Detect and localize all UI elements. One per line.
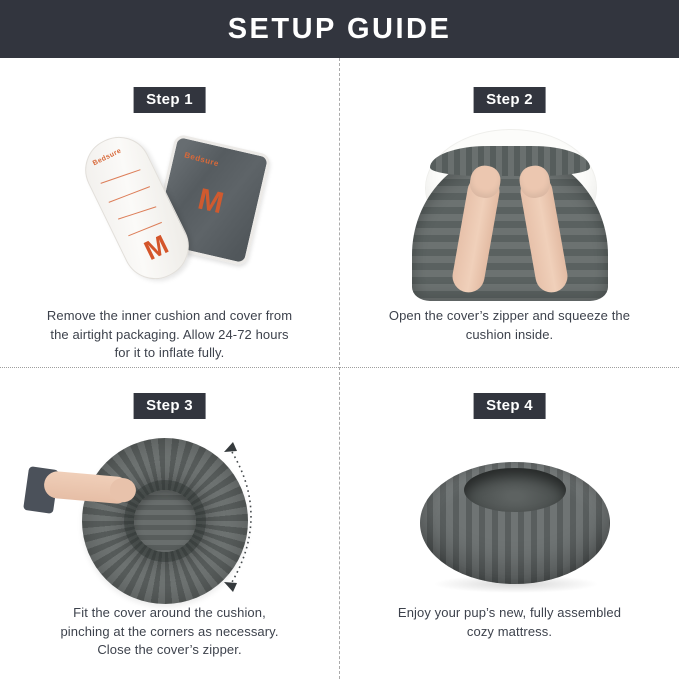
step4-badge: Step 4 — [473, 393, 546, 419]
step3-panel — [0, 368, 339, 679]
caption-line: Enjoy your pup’s new, fully assembled — [397, 605, 622, 620]
caption-line: Close the cover’s zipper. — [97, 642, 242, 657]
step2-badge: Step 2 — [473, 87, 546, 113]
donut-bed-side-view — [420, 462, 610, 584]
step4-caption — [350, 604, 669, 641]
caption-line: cushion inside. — [465, 326, 554, 342]
instruction-doodle — [118, 206, 156, 219]
step2-panel — [340, 58, 679, 367]
step2-illustration-insert-cushion — [340, 125, 679, 287]
page-title: SETUP GUIDE — [227, 12, 452, 45]
caption-line: cozy mattress. — [466, 623, 553, 639]
caption-line: the airtight packaging. Allow 24-72 hours — [50, 326, 289, 342]
bed-center-cushion — [134, 490, 196, 552]
step3-caption — [10, 604, 329, 660]
caption-line: pinching at the corners as necessary. — [60, 623, 279, 639]
caption-line: Open the cover’s zipper and squeeze the — [388, 308, 631, 323]
step1-panel — [0, 58, 339, 367]
step4-panel — [340, 368, 679, 679]
step2-caption — [350, 307, 669, 344]
caption-line: Remove the inner cushion and cover from — [46, 308, 293, 323]
caption-line: for it to inflate fully. — [114, 345, 225, 360]
brand-label: Bedsure — [91, 147, 123, 168]
step1-badge: Step 1 — [133, 87, 206, 113]
step1-caption — [10, 307, 329, 363]
size-letter: M — [139, 229, 173, 266]
step4-illustration-assembled-bed — [340, 438, 679, 600]
step3-illustration-fit-cover — [0, 438, 339, 600]
step1-illustration-packaging — [0, 125, 339, 287]
caption-line: Fit the cover around the cushion, — [73, 605, 266, 620]
header — [0, 0, 679, 58]
brand-label: Bedsure — [183, 150, 220, 169]
step3-badge: Step 3 — [133, 393, 206, 419]
rotation-arrow-icon — [220, 438, 272, 600]
size-letter: M — [194, 182, 227, 221]
instruction-doodle — [109, 186, 150, 203]
bed-center-dip — [464, 468, 566, 512]
instruction-doodle — [101, 169, 141, 184]
